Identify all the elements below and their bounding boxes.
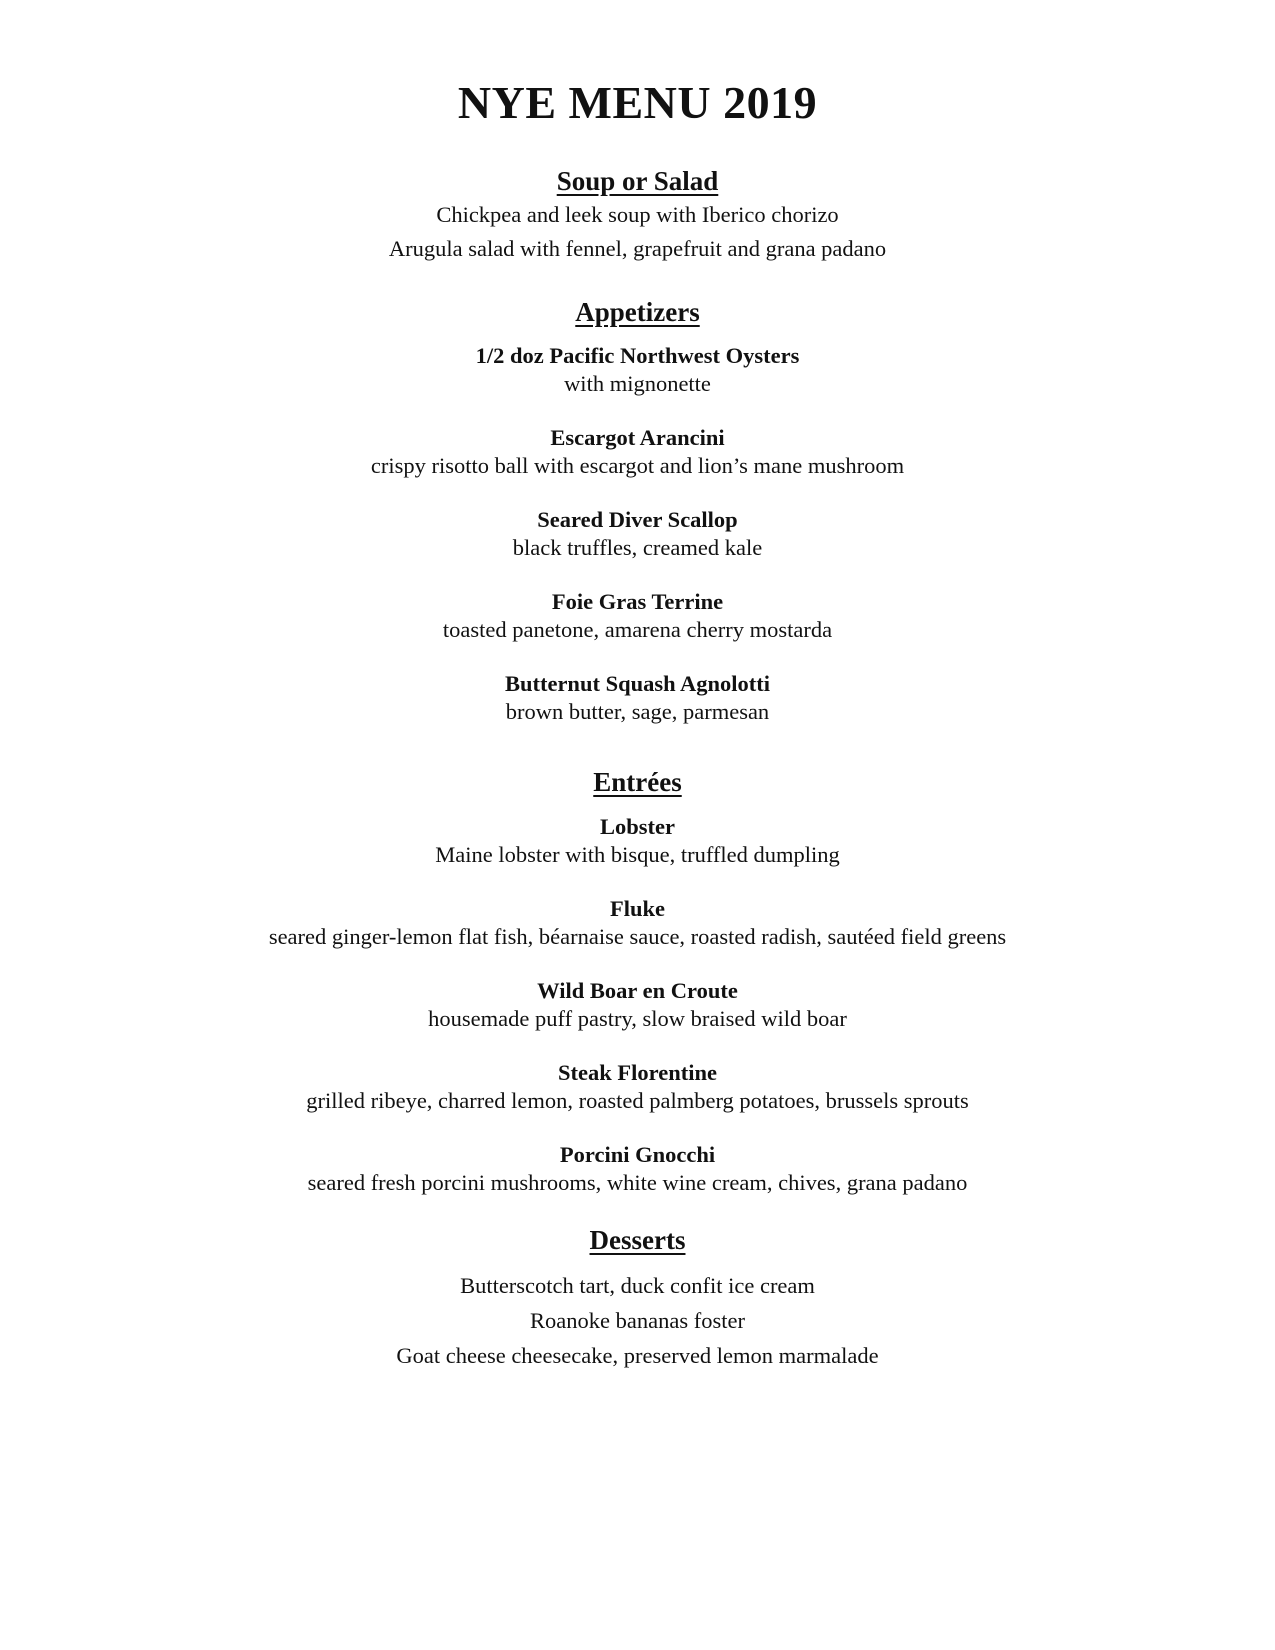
section-heading-entrees: Entrées — [593, 767, 682, 797]
entree-description: seared fresh porcini mushrooms, white wine cream, chives, grana padano — [307, 1170, 968, 1195]
section-heading-appetizers: Appetizers — [575, 297, 700, 327]
appetizer-description: crispy risotto ball with escargot and lion’s mane mushroom — [370, 453, 905, 478]
appetizer-description: with mignonette — [564, 371, 711, 396]
dessert-item: Roanoke bananas foster — [530, 1308, 745, 1333]
appetizer-name: Butternut Squash Agnolotti — [504, 671, 771, 696]
entree-description: housemade puff pastry, slow braised wild boar — [428, 1006, 847, 1031]
dessert-item: Butterscotch tart, duck confit ice cream — [460, 1273, 815, 1298]
entree-name: Porcini Gnocchi — [559, 1142, 716, 1167]
appetizer-description: black truffles, creamed kale — [512, 535, 763, 560]
dessert-item: Goat cheese cheesecake, preserved lemon marmalade — [396, 1343, 879, 1368]
appetizer-description: toasted panetone, amarena cherry mostarda — [442, 617, 833, 642]
menu-title: NYE MENU 2019 — [457, 77, 818, 128]
entree-name: Wild Boar en Croute — [537, 978, 738, 1003]
section-heading-soup-salad: Soup or Salad — [556, 166, 719, 196]
appetizer-name: Escargot Arancini — [550, 425, 725, 450]
entree-description: Maine lobster with bisque, truffled dumpling — [435, 842, 840, 867]
appetizer-name: Seared Diver Scallop — [537, 507, 738, 532]
soup-salad-item: Chickpea and leek soup with Iberico chorizo — [436, 202, 839, 227]
soup-salad-item: Arugula salad with fennel, grapefruit and grana padano — [388, 236, 887, 261]
entree-name: Lobster — [600, 814, 675, 839]
section-heading-desserts: Desserts — [589, 1225, 686, 1255]
appetizer-description: brown butter, sage, parmesan — [505, 699, 770, 724]
entree-description: seared ginger-lemon flat fish, béarnaise sauce, roasted radish, sautéed field greens — [268, 924, 1007, 949]
entree-description: grilled ribeye, charred lemon, roasted palmberg potatoes, brussels sprouts — [306, 1088, 969, 1113]
entree-name: Fluke — [609, 896, 665, 921]
appetizer-name: 1/2 doz Pacific Northwest Oysters — [475, 343, 800, 368]
entree-name: Steak Florentine — [558, 1060, 717, 1085]
appetizer-name: Foie Gras Terrine — [551, 589, 724, 614]
